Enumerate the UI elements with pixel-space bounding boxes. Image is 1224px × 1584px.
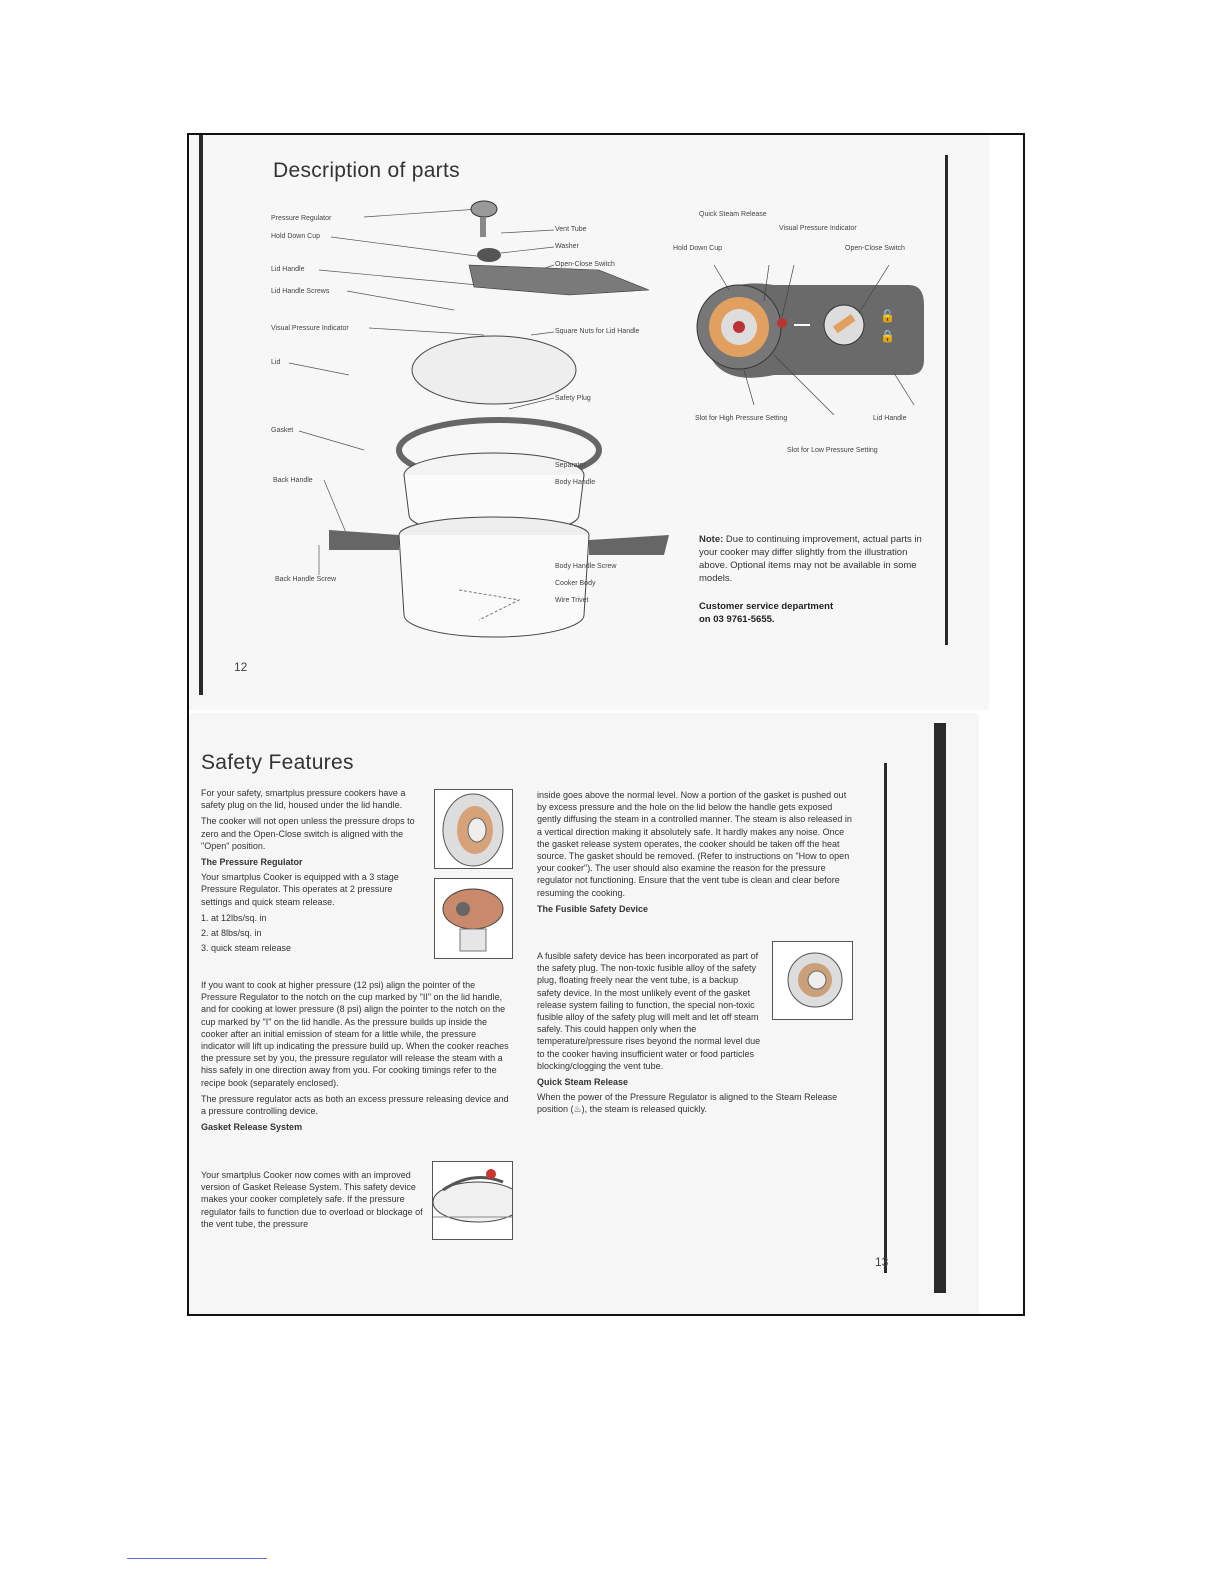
note-text: Due to continuing improvement, actual parts in your cooker may differ slightly from the illustration above. Optional items may not be available in some models. — [699, 534, 922, 584]
scanned-manual-frame — [187, 133, 1025, 1316]
lid-handle-detail-diagram — [684, 265, 934, 415]
page-edge-right — [945, 155, 948, 645]
setting-item-3: 3. quick steam release — [201, 943, 292, 954]
detail-label-slot-low: Slot for Low Pressure Setting — [787, 447, 878, 454]
label-open-close-switch: Open-Close Switch — [555, 261, 615, 268]
label-back-handle-screw: Back Handle Screw — [275, 576, 337, 583]
svg-text:🔓: 🔓 — [880, 309, 895, 323]
label-lid: Lid — [271, 359, 281, 366]
heading-gasket-release-system: Gasket Release System — [201, 1122, 303, 1133]
svg-text:🔒: 🔒 — [880, 329, 895, 343]
page-edge-right-bottom — [934, 723, 946, 1293]
safety-column-1-bottom — [201, 1169, 425, 1234]
detail-label-hold-down-cup: Hold Down Cup — [673, 245, 723, 252]
safety-plug-figure — [434, 789, 513, 869]
label-lid-handle-screws: Lid Handle Screws — [271, 288, 330, 295]
detail-label-open-close-switch: Open-Close Switch — [845, 245, 905, 252]
regulator-role-paragraph: The pressure regulator acts as both an excess pressure releasing device and a pressure controlling device. — [201, 1093, 509, 1117]
binding-edge-left — [199, 135, 203, 695]
exploded-cooker-diagram — [269, 195, 689, 655]
label-separator: Separator — [555, 462, 586, 469]
setting-item-2: 2. at 8lbs/sq. in — [201, 928, 262, 939]
label-safety-plug: Safety Plug — [555, 395, 591, 402]
label-hold-down-cup: Hold Down Cup — [271, 233, 321, 240]
safety-column-1-top — [201, 787, 425, 957]
safety-intro-paragraph: For your safety, smartplus pressure cookers have a safety plug on the lid, housed under the lid handle. — [201, 788, 406, 811]
note-label: Note: — [699, 534, 724, 545]
gasket-paragraph: Your smartplus Cooker now comes with an improved version of Gasket Release System. This safety device makes your cooker completely safe. If the pressure regulator fails to function due to overload or blockage of the vent tube, the pressure — [201, 1170, 423, 1229]
label-body-handle: Body Handle — [555, 479, 596, 486]
page-title-description-of-parts: Description of parts — [273, 159, 460, 182]
inner-edge-line — [884, 763, 887, 1273]
customer-service-phone: on 03 9761-5655. — [699, 614, 775, 625]
page-title-safety-features: Safety Features — [201, 751, 354, 774]
label-square-nuts: Square Nuts for Lid Handle — [555, 328, 640, 335]
quick-steam-paragraph: When the power of the Pressure Regulator is aligned to the Steam Release position (♨), the steam is released quickly. — [537, 1092, 838, 1115]
setting-item-1: 1. at 12lbs/sq. in — [201, 912, 267, 923]
regulator-usage-paragraph: If you want to cook at higher pressure (12 psi) align the pointer of the Pressure Regulator to the notch on the cup marked by "II" on the lid handle, and for cooking at lower pressure (8 psi) align the pointer to the notch on the cup marked by "I" on the lid handle. As the pressure builds up inside the cooker after an initial emission of steam for a little while, the pressure indicator will lift up indicating the pressure build up. When the cooker reaches the pressure set by you, the pressure regulator will release the steam with a hiss safely in one direction away from you. For cooking timings refer to the recipe book (separately enclosed). — [201, 980, 509, 1088]
page-number-13: 13 — [875, 1255, 889, 1269]
heading-quick-steam-release: Quick Steam Release — [537, 1077, 629, 1088]
detail-label-quick-steam-release: Quick Steam Release — [699, 211, 767, 218]
detail-label-lid-handle: Lid Handle — [873, 415, 907, 422]
customer-service-dept: Customer service department — [699, 601, 834, 612]
customer-service-block — [699, 600, 833, 626]
label-cooker-body: Cooker Body — [555, 580, 596, 587]
label-visual-pressure-indicator: Visual Pressure Indicator — [271, 325, 349, 332]
pressure-regulator-figure — [434, 878, 513, 959]
heading-fusible-safety-device: The Fusible Safety Device — [537, 903, 649, 914]
gasket-release-figure — [432, 1161, 513, 1240]
fusible-paragraph: A fusible safety device has been incorporated as part of the safety plug. The non-toxic fusible alloy of the safety plug, floating freely near the vent tube, is a backup safety device. In the most unlikely event of the gasket release system failing to function, the special non-toxic fusible alloy of the safety plug will melt and let off steam safely. This could happen only when the temperature/pressure rises beyond the normal level due to the cooker having insufficient water or food particles blocking/clogging the vent tube. — [537, 951, 761, 1071]
label-pressure-regulator: Pressure Regulator — [271, 215, 332, 222]
page-number-12: 12 — [234, 660, 248, 674]
page-12 — [189, 135, 989, 710]
label-washer: Washer — [555, 243, 579, 250]
label-body-handle-screw: Body Handle Screw — [555, 563, 617, 570]
safety-column-1-mid — [201, 979, 509, 1136]
safety-open-paragraph: The cooker will not open unless the pressure drops to zero and the Open-Close switch is aligned with the "Open" position. — [201, 816, 415, 851]
safety-column-2-mid — [537, 950, 852, 1120]
safety-column-2-top — [537, 789, 852, 918]
label-wire-trivet: Wire Trivet — [555, 597, 589, 604]
label-vent-tube: Vent Tube — [555, 226, 587, 233]
footnote-rule — [127, 1558, 267, 1559]
detail-label-visual-pressure-indicator: Visual Pressure Indicator — [779, 225, 857, 232]
regulator-paragraph: Your smartplus Cooker is equipped with a 3 stage Pressure Regulator. This operates at 2 pressure settings and quick steam release. — [201, 872, 399, 907]
gasket-continued-paragraph: inside goes above the normal level. Now a portion of the gasket is pushed out by excess pressure and the hole on the lid below the handle gets exposed gently diffusing the steam in a controlled manner. The steam is also released in a vertical direction making it absolutely safe. It hardly makes any noise. Once the gasket release system operates, the cooker should be taken off the heat source. The gasket should be removed. (Refer to instructions on "How to open your cooker"). The user should also examine the reason for the pressure regulator not functioning. Ensure that the vent tube is clean and clear before resuming the cooking. — [537, 790, 852, 898]
label-lid-handle: Lid Handle — [271, 266, 305, 273]
improvement-note — [699, 533, 929, 585]
heading-pressure-regulator: The Pressure Regulator — [201, 857, 303, 868]
detail-label-slot-high: Slot for High Pressure Setting — [695, 415, 788, 422]
label-gasket: Gasket — [271, 427, 294, 434]
label-back-handle: Back Handle — [273, 477, 313, 484]
